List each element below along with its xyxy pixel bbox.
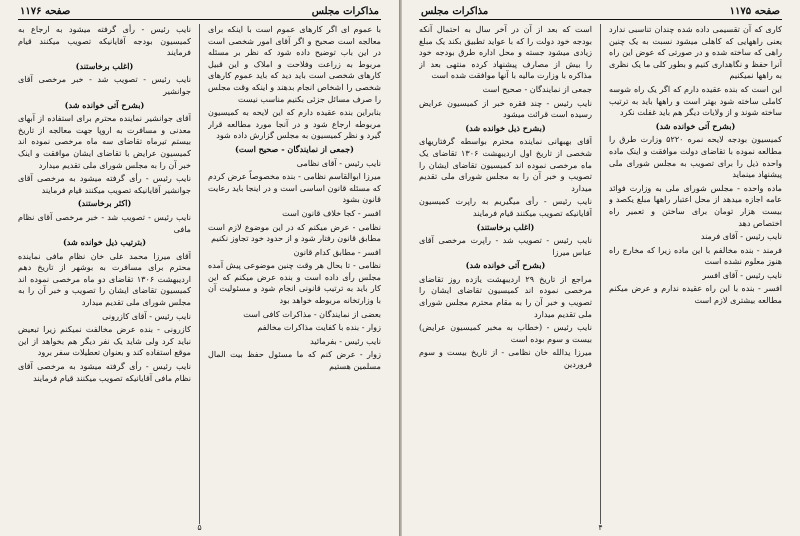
paragraph: بعضی از نمایندگان - مذاکرات کافی است	[243, 308, 381, 319]
left-page-right-column	[208, 24, 381, 524]
left-running-title: مذاکرات مجلس	[311, 6, 379, 17]
paragraph: نایب رئیس - تصویب شد - خبر مرخصی آقای جوانشیر	[18, 74, 191, 96]
paragraph: نایب رئیس - بفرمائید	[310, 335, 381, 346]
paragraph: فرمند - بنده مخالفم با این ماده زیرا که مخارج راه هنوز معلوم نشده است	[609, 244, 782, 267]
paragraph: با عموم ای اگر کارهای عموم است با اینکه برای معالجه است صحیح و اگر آقای امور شخصی است در این باب توضیح داده شود که نظر بر مسئله مربوط به زراعت وفلاحت و املاک و این قبیل کارهای شخصی است باید دید که باید عموم کارهای شخصی را اشخاص انجام بدهند و اینکه وقت مجلس را صرف مسائل جزئی بکنیم مناسب نیست	[208, 24, 381, 104]
paragraph: افسر - مطابق کدام قانون	[293, 246, 381, 257]
right-page-label: صفحه ۱۱۷۵	[729, 6, 780, 17]
right-page-number: ۴	[598, 523, 603, 532]
right-page-left-column	[419, 24, 592, 524]
paragraph: نایب رئیس - رأی میگیریم به راپرت کمیسیون آقایانیکه تصویب میکنند قیام فرمایند	[419, 196, 592, 218]
column-divider	[600, 24, 601, 524]
left-page-number: ۵	[197, 523, 202, 532]
paragraph: نایب رئیس - تصویب شد - خبر مرخصی آقای نظام مافی	[18, 211, 191, 234]
paragraph: نایب رئیس - آقای نظامی	[296, 157, 381, 168]
paragraph: میرزا ابوالقاسم نظامی - بنده مخصوصاً عرض کردم که مسئله قانون اساسی است و در اینجا باید رعایت قانون بشود	[208, 171, 381, 205]
paragraph: نایب رئیس - رأی گرفته میشود به مرخصی آقای جوانشیر آقایانیکه تصویب میکنند قیام فرمایند	[18, 173, 191, 195]
paragraph: نایب رئیس - آقای افسر	[702, 269, 782, 280]
book-spine	[399, 0, 402, 536]
paragraph: (بشرح آتی خوانده شد)	[655, 120, 736, 131]
paragraph: جمعی از نمایندگان - صحیح است	[482, 83, 592, 94]
right-page-right-column	[609, 24, 782, 524]
paragraph: نایب رئیس - تصویب شد - راپرت مرخصی آقای عباس میرزا	[419, 235, 592, 257]
paragraph: (بشرح ذیل خوانده شد)	[465, 122, 546, 133]
paragraph: بنابراین بنده عقیده دارم که این لایحه به کمیسیون مربوطه ارجاع شود و در آنجا مورد مطالعه قرار گیرد و نظر کمیسیون به مجلس گزارش داده شود	[208, 107, 381, 141]
paragraph: (بشرح آتی خوانده شد)	[64, 99, 145, 110]
right-running-title: مذاکرات مجلس	[421, 6, 489, 17]
paragraph: نایب رئیس - چند فقره خبر از کمیسیون عرایض رسیده است قرائت میشود	[419, 97, 592, 120]
paragraph: آقای میرزا محمد علی خان نظام مافی نماینده محترم برای مسافرت به بوشهر از تاریخ دهم اردیبهشت ۱۳۰۶ تقاضای دو ماه مرخصی نموده اند کمیسیون تقاضای ایشان را تصویب و خبر آن را به مجلس شورای ملی تقدیم میدارد	[18, 250, 191, 308]
right-page-columns	[419, 24, 782, 524]
paragraph: کمیسیون بودجه لایحه نمره ۵۲۲۰ وزارت طرق را مطالعه نموده با تقاضای دولت موافقت و اینک ماده واحده ذیل را برای تصویب به مجلس شورای ملی پیشنهاد مینماید	[609, 134, 782, 180]
paragraph: این است که بنده عقیده دارم که اگر یک راه شوسه کاملی ساخته شود بهتر است و راهها باید به ترتیب ساخته شوند و از ولایات دیگر هم باید غفلت نکرد	[609, 83, 782, 118]
paragraph: افسر - بنده با این راه عقیده ندارم و عرض میکنم مطالعه بیشتری لازم است	[609, 283, 782, 306]
paragraph: نظامی - تا بحال هر وقت چنین موضوعی پیش آمده مجلس رأی داده است و بنده عرض میکنم که این کار باید به ترتیب قانونی انجام شود و مسئولیت آن با وزارتخانه مربوطه خواهد بود	[208, 260, 381, 306]
paragraph: آقای جوانشیر نماینده محترم برای استفاده از آبهای معدنی و مسافرت به اروپا جهت معالجه از تاریخ بیستم تیرماه تقاضای سه ماه مرخصی نموده اند کمیسیون عرایض با تقاضای ایشان موافقت و اینک خبر آن را به مجلس شورای ملی تقدیم میدارد	[18, 113, 191, 170]
paragraph: (بترتیب ذیل خوانده شد)	[62, 237, 147, 248]
paragraph: (جمعی از نمایندگان - صحیح است)	[235, 143, 354, 154]
paragraph: (اغلب برخاستند)	[75, 60, 134, 71]
paragraph: کاری که آن تقسیمی داده شده چندان تناسبی ندارد یعنی راههایی که کاهلی میشود نسبت به یک چنین راهی که ساخته شده و در صورتی که عوض این راه آنرا حفظ و نگاهداری کنیم و بطور کلی ما یک نظری به راهها نمیکنیم	[609, 24, 782, 81]
paragraph: ماده واحده - مجلس شورای ملی به وزارت فوائد عامه اجازه میدهد از محل اعتبار راهها مبلغ یکصد و بیست هزار تومان برای ساختن و تعمیر راه اختصاص دهد	[609, 182, 782, 228]
left-page-left-column	[18, 24, 191, 524]
paragraph: نایب رئیس - (خطاب به مخبر کمیسیون عرایض) بیست و سوم بوده است	[419, 322, 592, 344]
paragraph: نایب رئیس - رأی گرفته میشود به ارجاع به کمیسیون بودجه آقایانیکه تصویب میکنند قیام فرمایند	[18, 24, 191, 58]
paragraph: است که بعد از آن در آخر سال به احتمال آنکه بودجه خود دولت را که با عواید تطبیق بکند یک مبلغ زیادی میشود جسته و محل اداره طرق بودجه خود را بیش از مصارف پیشنهاد کرده منتهی بعد از مذاکره با وزارت مالیه با آنها موافقت شده است	[419, 24, 592, 81]
right-page-header	[419, 6, 782, 20]
paragraph: (اغلب برخاستند)	[476, 221, 535, 232]
left-page-header	[18, 6, 381, 20]
paragraph: میرزا یدالله خان نظامی - از تاریخ بیست و سوم فروردین	[419, 347, 592, 370]
paragraph: (اکثر برخاستند)	[77, 198, 132, 209]
paragraph: کازرونی - بنده عرض مخالفت نمیکنم زیرا تبعیض نباید کرد ولی شاید یک نفر دیگر هم بخواهد از این موقع استفاده کند و بعنوان تعطیلات سفر برود	[18, 324, 191, 358]
column-divider	[199, 24, 200, 524]
paragraph: (بشرح آتی خوانده شد)	[465, 260, 546, 271]
paragraph: آقای بهبهانی نماینده محترم بواسطه گرفتاریهای شخصی از تاریخ اول اردیبهشت ۱۳۰۶ تقاضای یک ماه مرخصی نموده اند کمیسیون تقاضای ایشان را تصویب و خبر آن را به مجلس شورای ملی تقدیم میدارد	[419, 136, 592, 193]
paragraph: نایب رئیس - آقای فرمند	[700, 231, 782, 242]
paragraph: نایب رئیس - رأی گرفته میشود به مرخصی آقای نظام مافی آقایانیکه تصویب میکنند قیام فرمایند	[18, 361, 191, 383]
left-page-columns	[18, 24, 381, 524]
paragraph: نایب رئیس - آقای کازرونی	[102, 310, 191, 321]
left-page-label: صفحه ۱۱۷۶	[20, 6, 71, 17]
paragraph: افسر - کجا خلاف قانون است	[282, 207, 381, 218]
paragraph: نظامی - عرض میکنم که در این موضوع لازم است مطابق قانون رفتار شود و از حدود خود تجاوز نکنیم	[208, 221, 381, 244]
right-page	[400, 0, 800, 536]
paragraph: زوار - بنده با کفایت مذاکرات مخالفم	[257, 322, 381, 333]
paragraph: زوار - عرض کنم که ما مسئول حفظ بیت المال مسلمین هستیم	[208, 349, 381, 372]
paragraph: مراجع از تاریخ ۲۹ اردیبهشت یازده روز تقاضای مرخصی نموده اند کمیسیون تقاضای ایشان را تصویب و خبر آن را به مقام محترم مجلس شورای ملی تقدیم میدارد	[419, 273, 592, 319]
